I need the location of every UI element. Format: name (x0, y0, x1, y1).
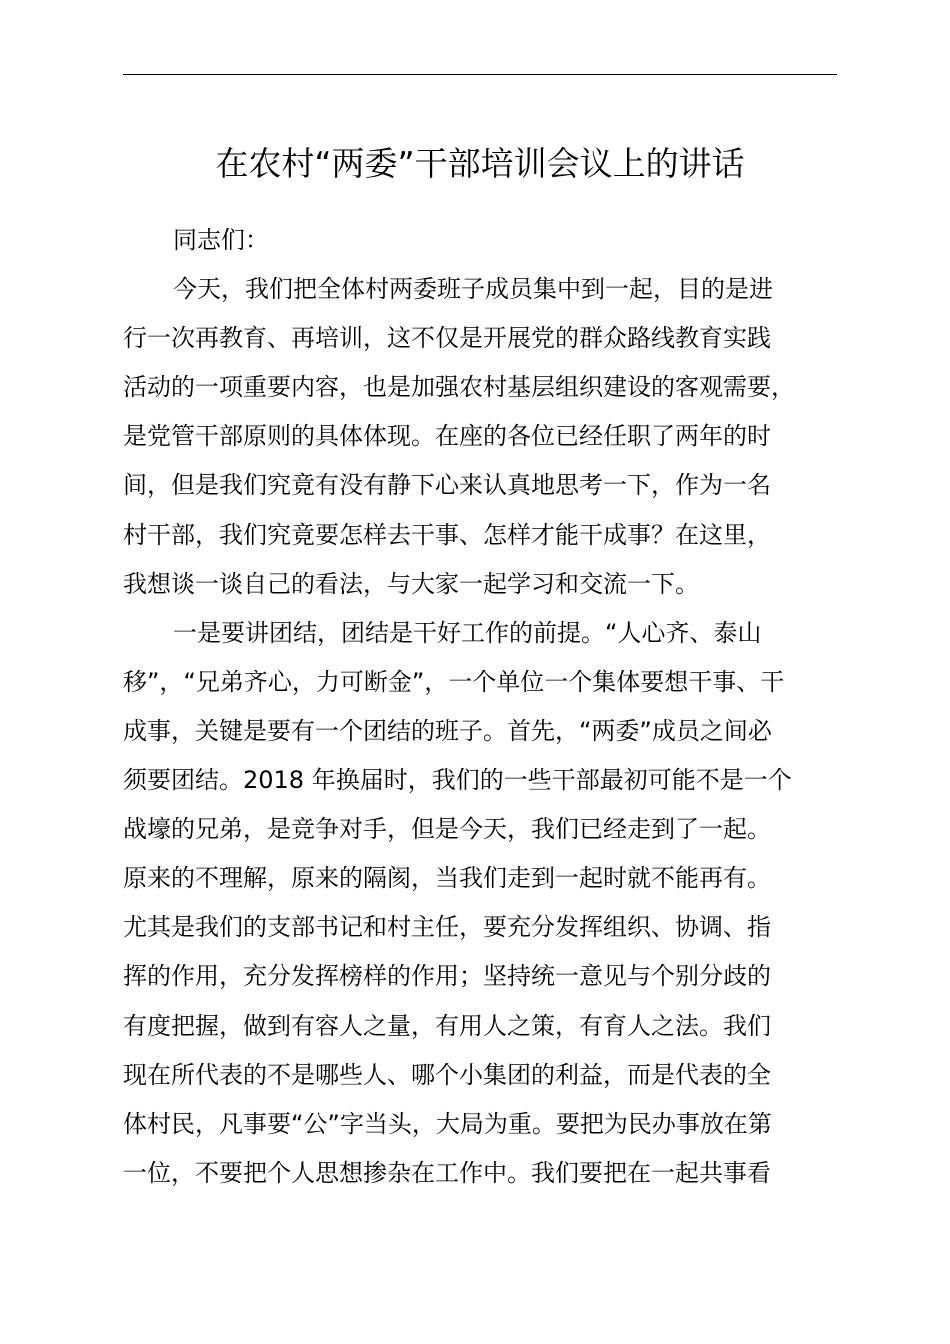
paragraph-line: 一位，不要把个人思想掺杂在工作中。我们要把在一起共事看 (123, 1158, 771, 1187)
paragraph-line: 行一次再教育、再培训，这不仅是开展党的群众路线教育实践 (123, 324, 771, 353)
paragraph-line: 战壕的兄弟，是竞争对手，但是今天，我们已经走到了一起。 (123, 815, 771, 844)
paragraph-line: 体村民，凡事要“公”字当头，大局为重。要把为民办事放在第 (123, 1109, 772, 1138)
paragraph-line: 有度把握，做到有容人之量，有用人之策，有育人之法。我们 (123, 1011, 771, 1040)
paragraph-line: 我想谈一谈自己的看法，与大家一起学习和交流一下。 (123, 569, 699, 598)
document-body (123, 216, 863, 1198)
paragraph-line: 须要团结。2018 年换届时，我们的一些干部最初可能不是一个 (123, 766, 792, 795)
paragraph-line: 尤其是我们的支部书记和村主任，要充分发挥组织、协调、指 (123, 913, 771, 942)
paragraph-line: 今天，我们把全体村两委班子成员集中到一起，目的是进 (173, 275, 773, 304)
paragraph-line: 移”，“兄弟齐心，力可断金”，一个单位一个集体要想干事、干 (123, 667, 785, 696)
paragraph-line: 现在所代表的不是哪些人、哪个小集团的利益，而是代表的全 (123, 1060, 771, 1089)
paragraph-line: 挥的作用，充分发挥榜样的作用；坚持统一意见与个别分歧的 (123, 962, 771, 991)
paragraph-line: 间，但是我们究竟有没有静下心来认真地思考一下，作为一名 (123, 471, 771, 500)
salutation-line: 同志们： (173, 226, 269, 254)
header-rule (123, 74, 837, 75)
document-title: 在农村“两委”干部培训会议上的讲话 (215, 144, 745, 183)
paragraph-line: 一是要讲团结，团结是干好工作的前提。“人心齐、泰山 (173, 618, 762, 647)
paragraph-line: 是党管干部原则的具体体现。在座的各位已经任职了两年的时 (123, 422, 771, 451)
paragraph-line: 成事，关键是要有一个团结的班子。首先，“两委”成员之间必 (123, 716, 772, 745)
paragraph-line: 活动的一项重要内容，也是加强农村基层组织建设的客观需要， (123, 373, 795, 402)
paragraph-line: 原来的不理解，原来的隔阂，当我们走到一起时就不能再有。 (123, 864, 771, 893)
paragraph-line: 村干部，我们究竟要怎样去干事、怎样才能干成事？在这里， (123, 520, 771, 549)
